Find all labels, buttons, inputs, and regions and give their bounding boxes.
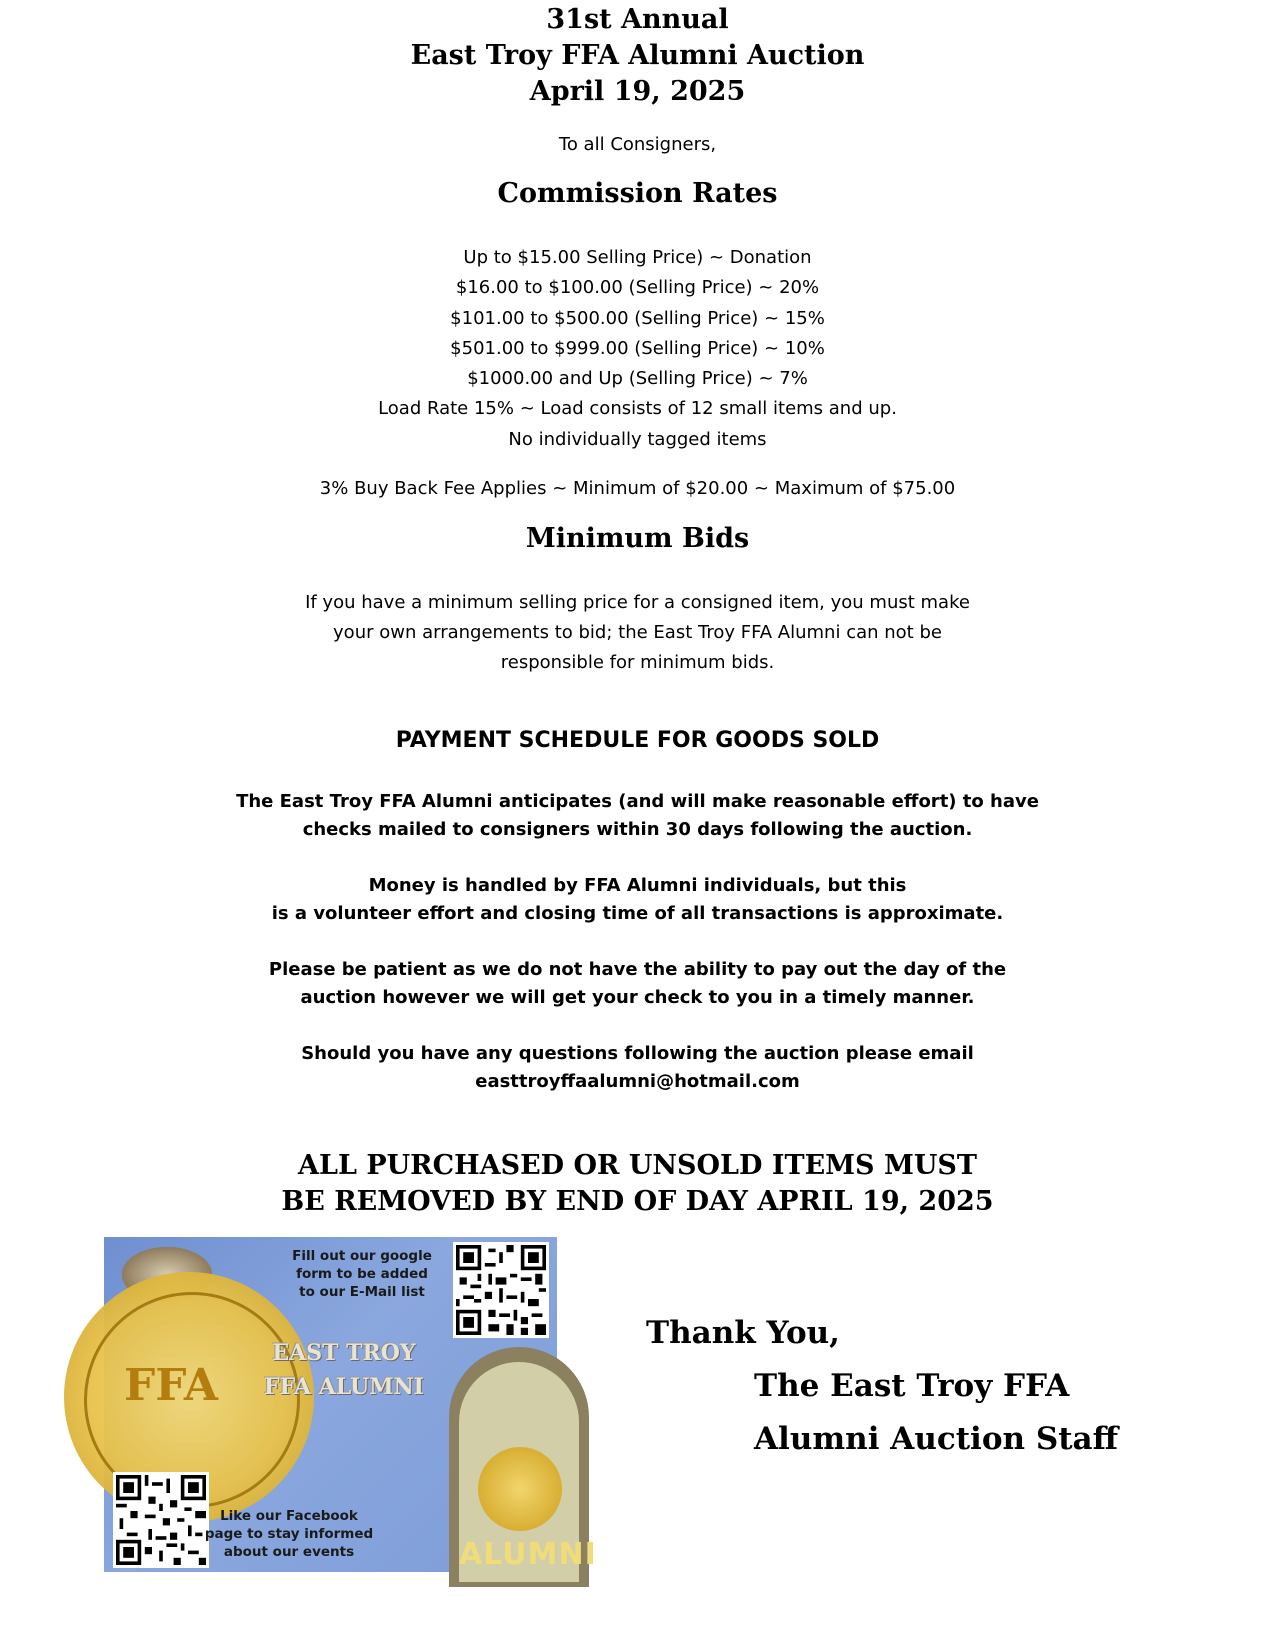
auction-title — [0, 2, 1275, 110]
removal-line: BE REMOVED BY END OF DAY APRIL 19, 2025 — [281, 1186, 994, 1217]
minbid-line: your own arrangements to bid; the East Troy FFA Alumni can not be — [333, 622, 942, 643]
paragraph-line: The East Troy FFA Alumni anticipates (and will make reasonable effort) to have — [236, 791, 1039, 812]
title-line-date: April 19, 2025 — [529, 76, 746, 107]
paragraph-line: Should you have any questions following the auction please email — [301, 1043, 974, 1064]
alumni-promo-card — [104, 1237, 597, 1572]
emblem-text: FFA — [124, 1360, 219, 1411]
facebook-qr-code[interactable] — [113, 1472, 209, 1568]
alumni-word: ALUMNI — [459, 1537, 597, 1572]
payment-paragraph — [0, 788, 1275, 844]
facebook-text — [204, 1507, 374, 1561]
minbid-line: responsible for minimum bids. — [500, 652, 775, 673]
rate-line: No individually tagged items — [508, 428, 767, 450]
qr-code-icon — [456, 1245, 546, 1335]
card-text-line: Fill out our google — [292, 1248, 432, 1264]
removal-line: ALL PURCHASED OR UNSOLD ITEMS MUST — [298, 1150, 977, 1181]
google-form-qr-code[interactable] — [453, 1242, 549, 1338]
greeting: To all Consigners, — [558, 134, 717, 155]
card-title-line: EAST TROY — [272, 1340, 416, 1366]
rate-line: Load Rate 15% ~ Load consists of 12 small items and up. — [378, 398, 897, 420]
payment-paragraph — [0, 956, 1275, 1012]
card-title-line: FFA ALUMNI — [264, 1374, 424, 1400]
payment-schedule-heading: PAYMENT SCHEDULE FOR GOODS SOLD — [395, 728, 880, 753]
thank-you: Thank You, — [646, 1315, 840, 1351]
card-text-line: form to be added — [296, 1266, 428, 1282]
card-text-line: page to stay informed — [204, 1526, 374, 1542]
contact-email: easttroyffaalumni@hotmail.com — [475, 1071, 800, 1092]
ffa-small-emblem-icon — [478, 1447, 562, 1531]
title-line-name: East Troy FFA Alumni Auction — [410, 40, 865, 71]
removal-notice — [0, 1148, 1275, 1220]
rate-line: $16.00 to $100.00 (Selling Price) ~ 20% — [455, 277, 820, 299]
rate-line: Up to $15.00 Selling Price) ~ Donation — [463, 247, 812, 268]
paragraph-line: is a volunteer effort and closing time of all transactions is approximate. — [271, 903, 1004, 924]
card-text-line: Like our Facebook — [220, 1508, 358, 1524]
rate-line: $101.00 to $500.00 (Selling Price) ~ 15% — [450, 307, 825, 329]
title-line-edition: 31st Annual — [546, 4, 729, 35]
paragraph-line: Money is handled by FFA Alumni individuals, but this — [368, 875, 907, 896]
signoff-line: The East Troy FFA — [754, 1368, 1070, 1404]
payment-paragraph — [0, 1040, 1275, 1096]
minimum-bids-heading: Minimum Bids — [525, 523, 750, 554]
card-text-line: about our events — [223, 1544, 355, 1560]
qr-code-icon — [116, 1475, 206, 1565]
minbid-line: If you have a minimum selling price for a consigned item, you must make — [305, 592, 970, 613]
commission-rates-list — [0, 243, 1275, 455]
card-text-line: to our E-Mail list — [299, 1284, 425, 1300]
paragraph-line: auction however we will get your check to you in a timely manner. — [300, 987, 975, 1008]
paragraph-line: checks mailed to consigners within 30 days following the auction. — [302, 819, 973, 840]
google-form-text — [292, 1247, 432, 1301]
payment-paragraph — [0, 872, 1275, 928]
signoff-line: Alumni Auction Staff — [754, 1421, 1119, 1457]
minimum-bids-text — [0, 588, 1275, 678]
commission-heading: Commission Rates — [497, 178, 778, 209]
rate-line: $1000.00 and Up (Selling Price) ~ 7% — [467, 368, 808, 390]
rate-line: $501.00 to $999.00 (Selling Price) ~ 10% — [450, 337, 825, 359]
buyback-fee: 3% Buy Back Fee Applies ~ Minimum of $20.00 ~ Maximum of $75.00 — [319, 478, 956, 499]
paragraph-line: Please be patient as we do not have the ability to pay out the day of the — [268, 959, 1007, 980]
